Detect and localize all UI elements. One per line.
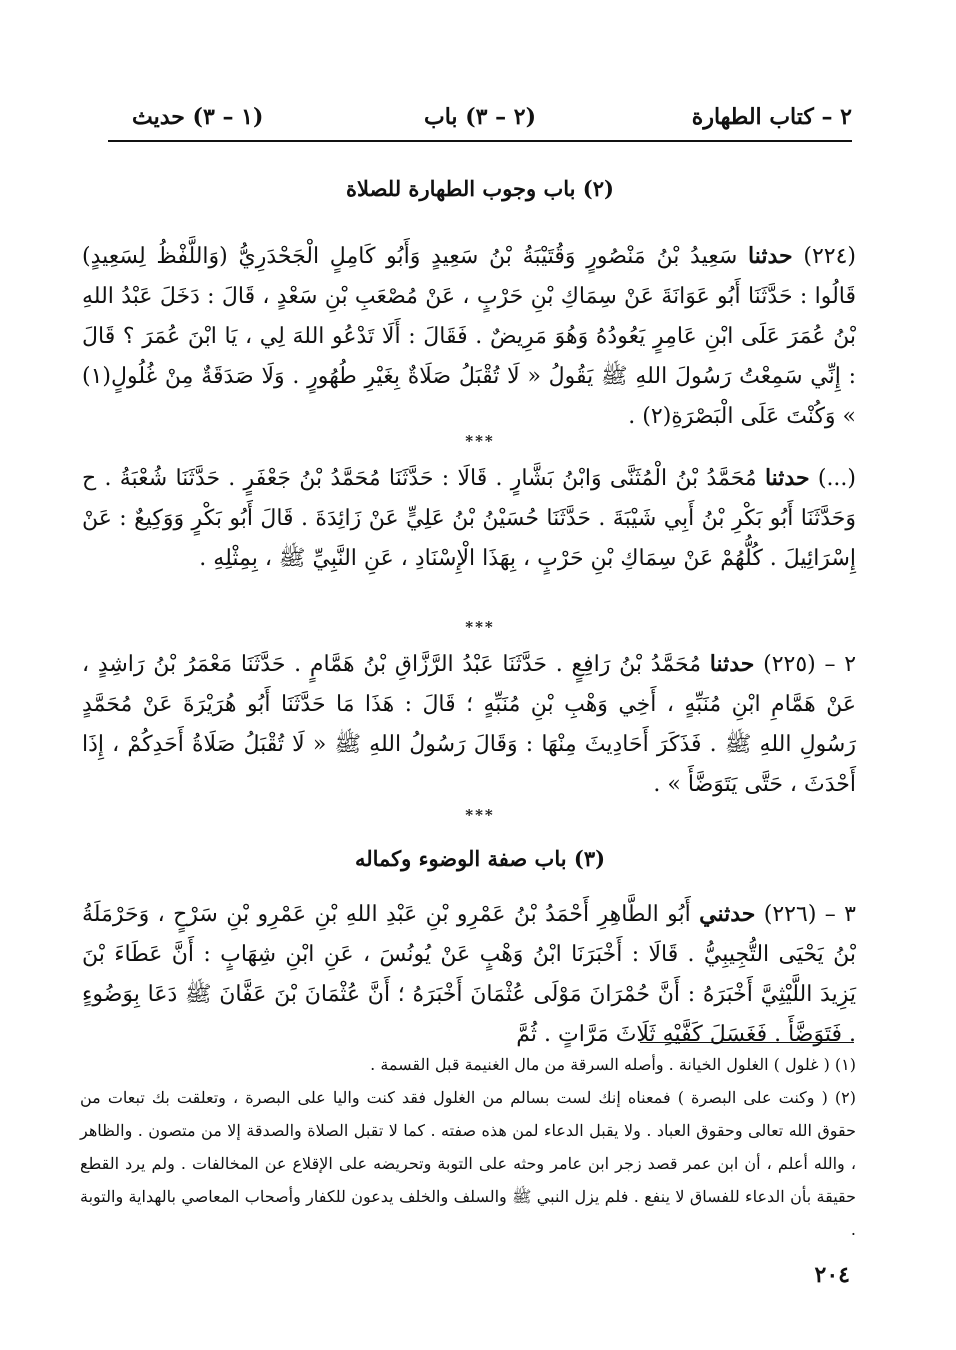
footnote-2: (٢) ( وكنت على البصرة ) فمعناه إنك لست بسالم من الغلول فقد كنت واليا على البصرة ، وتعلقت بك تبعات من حقوق الله تعالى وحقوق العباد . ولا يقبل الدعاء لمن هذه صفته . كما لا تقبل الصلاة والصدقة إلا من متصون . والظاهر ، والله أعلم ، أن ابن عمر قصد زجر ابن عامر وحثه على التوبة وتحريضه على الإقلاع عن المخالفات . ولم يرد القطع حقيقة بأن الدعاء للفساق لا ينفع . فلم يزل النبي ﷺ والسلف والخلف يدعون للكفار وأصحاب المعاصي بالهداية والتوبة .	[80, 1088, 856, 1239]
hadith-number: (...)	[817, 466, 857, 491]
running-header	[108, 100, 852, 142]
section-heading-2: (٢) باب وجوب الطهارة للصلاة	[346, 176, 614, 201]
separator-stars: ***	[465, 806, 495, 824]
hadith-number: (٢٢٤)	[803, 244, 857, 269]
header-hadith-range: (١ – ٣) حديث	[132, 104, 264, 130]
hadith-226	[82, 894, 856, 1047]
section-heading-3: (٣) باب صفة الوضوء وكماله	[354, 846, 606, 871]
hadith-text: مُحَمَّدُ بْنُ الْمُثَنَّى وَابْنُ بَشَّارٍ . قَالَا : حَدَّثَنَا مُحَمَّدُ بْنُ جَعْفَرٍ . حَدَّثَنَا شُعْبَةُ . ح وَحَدَّثَنَا أَبُو بَكْرِ بْنُ أَبِي شَيْبَةَ . حَدَّثَنَا حُسَيْنُ بْنُ عَلِيٍّ عَنْ زَائِدَةَ . قَالَ أَبُو بَكْرٍ وَوَكِيعٌ : عَنْ إِسْرَائِيلَ . كُلُّهُمْ عَنْ سِمَاكِ بْنِ حَرْبٍ ، بِهَذَا الْإِسْنَادِ ، عَنِ النَّبِيِّ ﷺ ، بِمِثْلِهِ .	[82, 466, 856, 571]
narration-opener: حدثنا	[748, 243, 793, 269]
footnote-rule	[640, 1042, 854, 1043]
hadith-number: ٢ – (٢٢٥)	[763, 652, 857, 677]
hadith-225	[82, 644, 856, 804]
hadith-224	[82, 236, 856, 428]
narration-opener: حدثنا	[709, 651, 755, 677]
narration-opener: حدثنا	[764, 465, 810, 491]
hadith-224-chain	[82, 458, 856, 618]
separator-stars: ***	[465, 618, 495, 636]
footnote-1: (١) ( غلول ) الغلول الخيانة . وأصله السرقة من مال الغنيمة قبل القسمة .	[370, 1055, 856, 1074]
separator-stars: ***	[465, 432, 495, 450]
header-chapter-range: (٢ – ٣) باب	[423, 104, 537, 130]
hadith-number: ٣ – (٢٢٦)	[763, 902, 856, 927]
hadith-text: سَعِيدُ بْنُ مَنْصُورٍ وَقُتَيْبَةُ بْنُ سَعِيدٍ وَأَبُو كَامِلٍ الْجَحْدَرِيُّ (وَاللَّفْظُ لِسَعِيدٍ) قَالُوا : حَدَّثَنَا أَبُو عَوَانَةَ عَنْ سِمَاكِ بْنِ حَرْبٍ ، عَنْ مُصْعَبِ بْنِ سَعْدٍ ، قَالَ : دَخَلَ عَبْدُ اللهِ بْنُ عُمَرَ عَلَى ابْنِ عَامِرٍ يَعُودُهُ وَهُوَ مَرِيضٌ . فَقَالَ : أَلَا تَدْعُو اللهَ لِي ، يَا ابْنَ عُمَرَ ؟ قَالَ : إِنِّي سَمِعْتُ رَسُولَ اللهِ ﷺ يَقُولُ « لَا تُقْبَلُ صَلَاةٌ بِغَيْرِ طُهُورٍ . وَلَا صَدَقَةٌ مِنْ غُلُولٍ(١) » وَكُنْتَ عَلَى الْبَصْرَةِ(٢) .	[82, 244, 856, 429]
header-book-title: ٢ – كتاب الطهارة	[691, 104, 852, 130]
hadith-text: أَبُو الطَّاهِرِ أَحْمَدُ بْنُ عَمْرِو بْنِ عَبْدِ اللهِ بْنِ عَمْرِو بْنِ سَرْحٍ ، وَحَرْمَلَةُ بْنُ يَحْيَى التُّجِيبِيُّ . قَالَا : أَخْبَرَنَا ابْنُ وَهْبٍ عَنْ يُونُسَ ، عَنِ ابْنِ شِهَابٍ : أَنَّ عَطَاءَ بْنَ يَزِيدَ اللَّيْثِيَّ أَخْبَرَهُ : أَنَّ حُمْرَانَ مَوْلَى عُثْمَانَ أَخْبَرَهُ ؛ أَنَّ عُثْمَانَ بْنَ عَفَّانَ ﷺ دَعَا بِوَضُوءٍ . فَتَوَضَّأَ . فَغَسَلَ كَفَّيْهِ ثَلَاثَ مَرَّاتٍ . ثُمَّ	[82, 902, 856, 1047]
footnotes	[80, 1048, 856, 1246]
narration-opener: حدثني	[699, 901, 756, 927]
page-number: ٢٠٤	[814, 1262, 850, 1288]
hadith-text: مُحَمَّدُ بْنُ رَافِعٍ . حَدَّثَنَا عَبْدُ الرَّزَّاقِ بْنُ هَمَّامٍ . حَدَّثَنَا مَعْمَرُ بْنُ رَاشِدٍ ، عَنْ هَمَّامِ ابْنِ مُنَبِّهٍ ، أَخِي وَهْبِ بْنِ مُنَبِّهٍ ؛ قَالَ : هَذَا مَا حَدَّثَنَا أَبُو هُرَيْرَةَ عَنْ مُحَمَّدٍ رَسُولِ اللهِ ﷺ . فَذَكَرَ أَحَادِيثَ مِنْهَا : وَقَالَ رَسُولُ اللهِ ﷺ « لَا تُقْبَلُ صَلَاةُ أَحَدِكُمْ ، إِذَا أَحْدَثَ ، حَتَّى يَتَوَضَّأَ » .	[82, 652, 856, 797]
